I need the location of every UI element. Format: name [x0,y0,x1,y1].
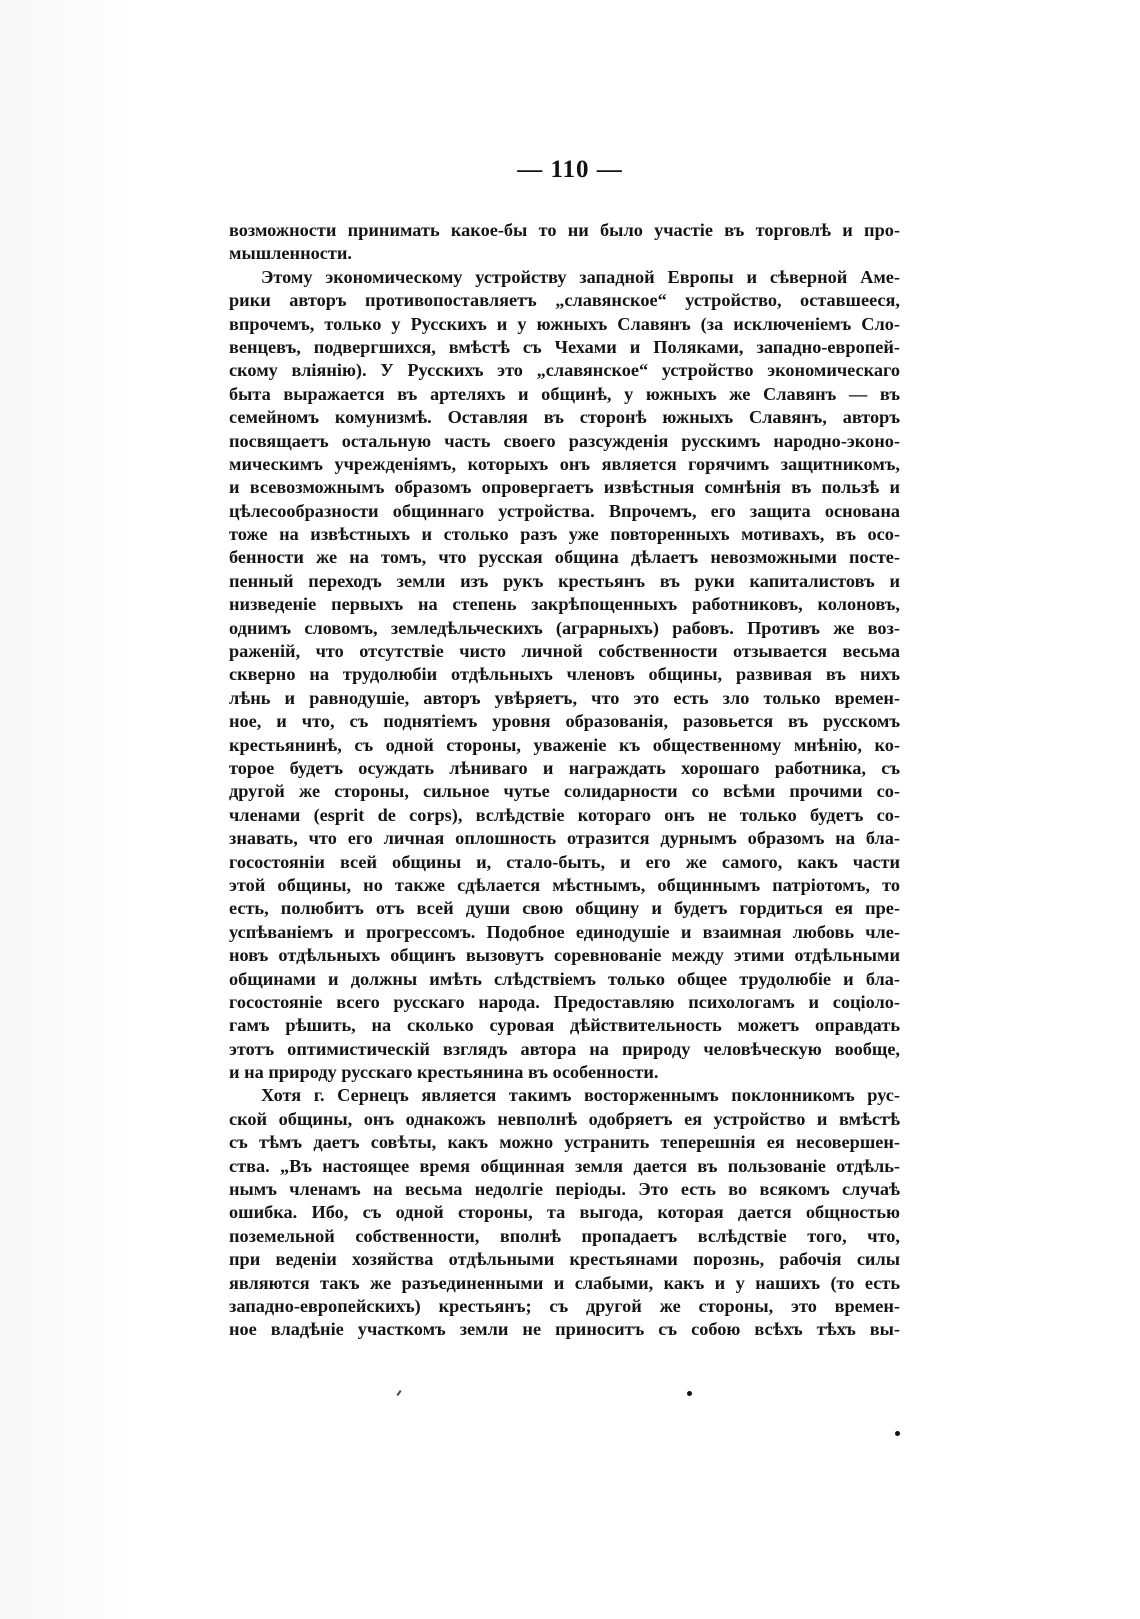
text-line: впрочемъ, только у Русскихъ и у южныхъ Славянъ (за исключеніемъ Сло- [229,313,900,334]
text-line: лѣнь и равнодушіе, авторъ увѣряетъ, что это есть зло только времен- [229,687,900,708]
text-line: венцевъ, подвергшихся, вмѣстѣ съ Чехами и Поляками, западно-европей- [229,336,900,357]
text-line: мышленности. [229,243,352,264]
scan-mark [396,1390,401,1396]
text-line: есть, полюбитъ отъ всей души свою общину и будетъ гордиться ея пре- [229,898,900,919]
scan-edge-shading [0,0,140,1619]
text-line: Этому экономическому устройству западной Европы и сѣверной Аме- [261,266,900,287]
text-line: новъ отдѣльныхъ общинъ вызовутъ соревнованіе между этими отдѣльными [229,945,900,966]
text-line: цѣлесообразности общиннаго устройства. Впрочемъ, его защита основана [229,500,900,521]
text-line: при веденіи хозяйства отдѣльными крестьянами порознь, рабочія силы [229,1249,900,1270]
text-line: успѣваніемъ и прогрессомъ. Подобное единодушіе и взаимная любовь чле- [229,921,900,942]
text-line: ства. „Въ настоящее время общинная земля дается въ пользованіе отдѣль- [229,1155,900,1176]
text-line: бенности же на томъ, что русская община дѣлаетъ невозможными посте- [229,547,900,568]
text-line: ное, и что, съ поднятіемъ уровня образованія, разовьется въ русскомъ [229,711,900,732]
text-line: госостояніи всей общины и, стало-быть, и его же самого, какъ части [229,851,900,872]
scan-speck [895,1431,900,1436]
text-line: нымъ членамъ на весьма недолгіе періоды. Это есть во всякомъ случаѣ [229,1179,900,1200]
text-line: этой общины, но также сдѣлается мѣстнымъ, общиннымъ патріотомъ, то [229,874,900,895]
text-line: пенный переходъ земли изъ рукъ крестьянъ въ руки капиталистовъ и [229,570,900,591]
text-line: крестьянинѣ, съ одной стороны, уваженіе къ общественному мнѣнію, ко- [229,734,900,755]
text-line: гамъ рѣшить, на сколько суровая дѣйствительность можетъ оправдать [229,1015,900,1036]
text-line: однимъ словомъ, земледѣльческихъ (аграрныхъ) рабовъ. Противъ же воз- [229,617,900,638]
text-line: ошибка. Ибо, съ одной стороны, та выгода, которая дается общностью [229,1202,900,1223]
text-line: рики авторъ противопоставляетъ „славянское“ устройство, оставшееся, [229,290,900,311]
text-line: Хотя г. Сернецъ является такимъ восторженнымъ поклонникомъ рус- [261,1085,900,1106]
page-number: — 110 — [517,156,623,183]
text-line: низведеніе первыхъ на степень закрѣпощенныхъ работниковъ, колоновъ, [229,594,900,615]
text-line: знавать, что его личная оплошность отразится дурнымъ образомъ на бла- [229,828,900,849]
text-line: членами (esprit de corps), вслѣдствіе котораго онъ не только будетъ со- [229,804,900,825]
text-line: общинами и должны имѣть слѣдствіемъ только общее трудолюбіе и бла- [229,968,900,989]
text-line: раженій, что отсутствіе чисто личной собственности отзывается весьма [229,641,900,662]
text-line: посвящаетъ остальную часть своего разсужденія русскимъ народно-эконо- [229,430,900,451]
text-line: и всевозможнымъ образомъ опровергаетъ извѣстныя сомнѣнія въ пользѣ и [229,477,900,498]
text-line: семейномъ комунизмѣ. Оставляя въ сторонѣ южныхъ Славянъ, авторъ [229,407,900,428]
body-text [229,219,900,1342]
text-line: быта выражается въ артеляхъ и общинѣ, у южныхъ же Славянъ — въ [229,383,900,404]
text-line: скому вліянію). У Русскихъ это „славянское“ устройство экономическаго [229,360,900,381]
text-line: госостояніе всего русскаго народа. Предоставляю психологамъ и соціоло- [229,991,900,1012]
text-line: скверно на трудолюбіи отдѣльныхъ членовъ общины, развивая въ нихъ [229,664,900,685]
text-line: западно-европейскихъ) крестьянъ; съ другой же стороны, это времен- [229,1295,900,1316]
text-line: и на природу русскаго крестьянина въ особенности. [229,1062,659,1083]
text-line: мическимъ учрежденіямъ, которыхъ онъ является горячимъ защитникомъ, [229,453,900,474]
text-line: являются такъ же разъединенными и слабыми, какъ и у нашихъ (то есть [229,1272,900,1293]
text-line: ное владѣніе участкомъ земли не приноситъ съ собою всѣхъ тѣхъ вы- [229,1319,900,1340]
scan-speck [687,1391,692,1396]
text-line: ской общины, онъ однакожъ невполнѣ одобряетъ ея устройство и вмѣстѣ [229,1108,900,1129]
text-line: этотъ оптимистическій взглядъ автора на природу человѣческую вообще, [229,1038,900,1059]
text-line: торое будетъ осуждать лѣниваго и награждать хорошаго работника, съ [229,757,900,778]
text-line: тоже на извѣстныхъ и столько разъ уже повторенныхъ мотивахъ, въ осо- [229,524,900,545]
text-line: возможности принимать какое-бы то ни было участіе въ торговлѣ и про- [229,220,900,240]
text-line: съ тѣмъ даетъ совѣты, какъ можно устранить теперешнія ея несовершен- [229,1132,900,1153]
text-line: поземельной собственности, вполнѣ пропадаетъ вслѣдствіе того, что, [229,1225,900,1246]
text-line: другой же стороны, сильное чутье солидарности со всѣми прочими со- [229,781,900,802]
